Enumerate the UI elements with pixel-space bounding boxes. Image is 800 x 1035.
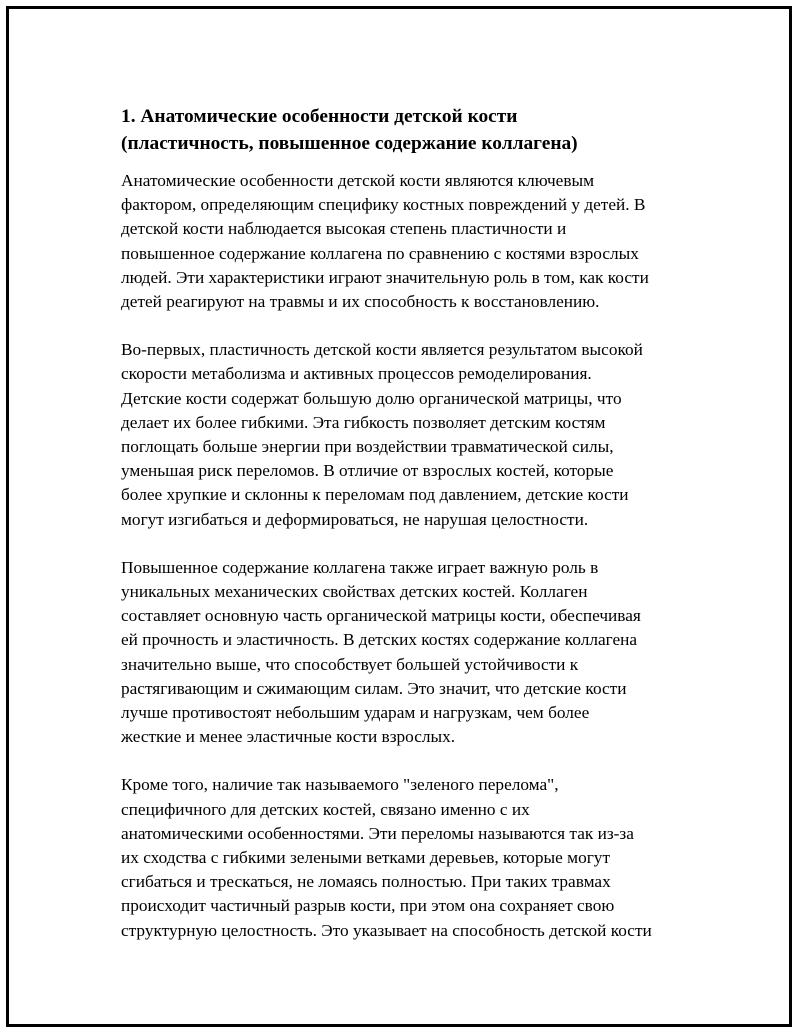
text-line: делает их более гибкими. Эта гибкость позволяет детским костям [121, 412, 606, 432]
text-line: скорости метаболизма и активных процессов ремоделирования. [121, 364, 592, 384]
text-line: Во-первых, пластичность детской кости является результатом высокой [121, 340, 643, 360]
text-line: детей реагируют на травмы и их способность к восстановлению. [121, 292, 600, 312]
page-frame [6, 6, 792, 1027]
text-line: растягивающим и сжимающим силам. Это значит, что детские кости [121, 678, 627, 698]
text-line: сгибаться и трескаться, не ломаясь полностью. При таких травмах [121, 872, 611, 892]
text-line: Повышенное содержание коллагена также играет важную роль в [121, 557, 599, 577]
text-line: более хрупкие и склонны к переломам под давлением, детские кости [121, 485, 629, 505]
text-line: лучше противостоят небольшим ударам и нагрузкам, чем более [121, 703, 590, 723]
text-line: повышенное содержание коллагена по сравнению с костями взрослых [121, 243, 639, 263]
text-line: структурную целостность. Это указывает на способность детской кости [121, 920, 652, 940]
text-line: Анатомические особенности детской кости являются ключевым [121, 171, 595, 190]
heading-line: 1. Анатомические особенности детской кости [121, 106, 518, 127]
text-line: их сходства с гибкими зелеными ветками деревьев, которые могут [121, 848, 611, 868]
text-line: происходит частичный разрыв кости, при этом она сохраняет свою [121, 896, 615, 916]
text-line: значительно выше, что способствует большей устойчивости к [121, 654, 579, 674]
paragraph-plasticity [121, 338, 701, 532]
text-line: составляет основную часть органической матрицы кости, обеспечивая [121, 606, 641, 626]
text-line: фактором, определяющим специфику костных повреждений у детей. В [121, 195, 646, 215]
text-line: жесткие и менее эластичные кости взрослых. [121, 727, 456, 747]
text-line: поглощать больше энергии при воздействии травматической силы, [121, 437, 614, 457]
text-line: анатомическими особенностями. Эти переломы называются так из-за [121, 823, 634, 843]
section-heading [121, 103, 701, 157]
text-line: уникальных механических свойствах детских костей. Коллаген [121, 582, 588, 602]
text-line: могут изгибаться и деформироваться, не нарушая целостности. [121, 509, 589, 529]
text-line: ей прочность и эластичность. В детских костях содержание коллагена [121, 630, 638, 650]
heading-line: (пластичность, повышенное содержание коллагена) [121, 133, 578, 154]
text-line: Детские кости содержат большую долю органической матрицы, что [121, 388, 622, 408]
paragraph-intro [121, 169, 701, 314]
document-body [121, 103, 701, 967]
text-line: уменьшая риск переломов. В отличие от взрослых костей, которые [121, 461, 614, 481]
text-line: детской кости наблюдается высокая степень пластичности и [121, 219, 567, 239]
text-line: Кроме того, наличие так называемого "зеленого перелома", [121, 775, 559, 795]
text-line: людей. Эти характеристики играют значительную роль в том, как кости [121, 267, 649, 287]
text-line: специфичного для детских костей, связано именно с их [121, 799, 530, 819]
paragraph-greenstick-fracture [121, 773, 701, 942]
paragraph-collagen [121, 556, 701, 750]
